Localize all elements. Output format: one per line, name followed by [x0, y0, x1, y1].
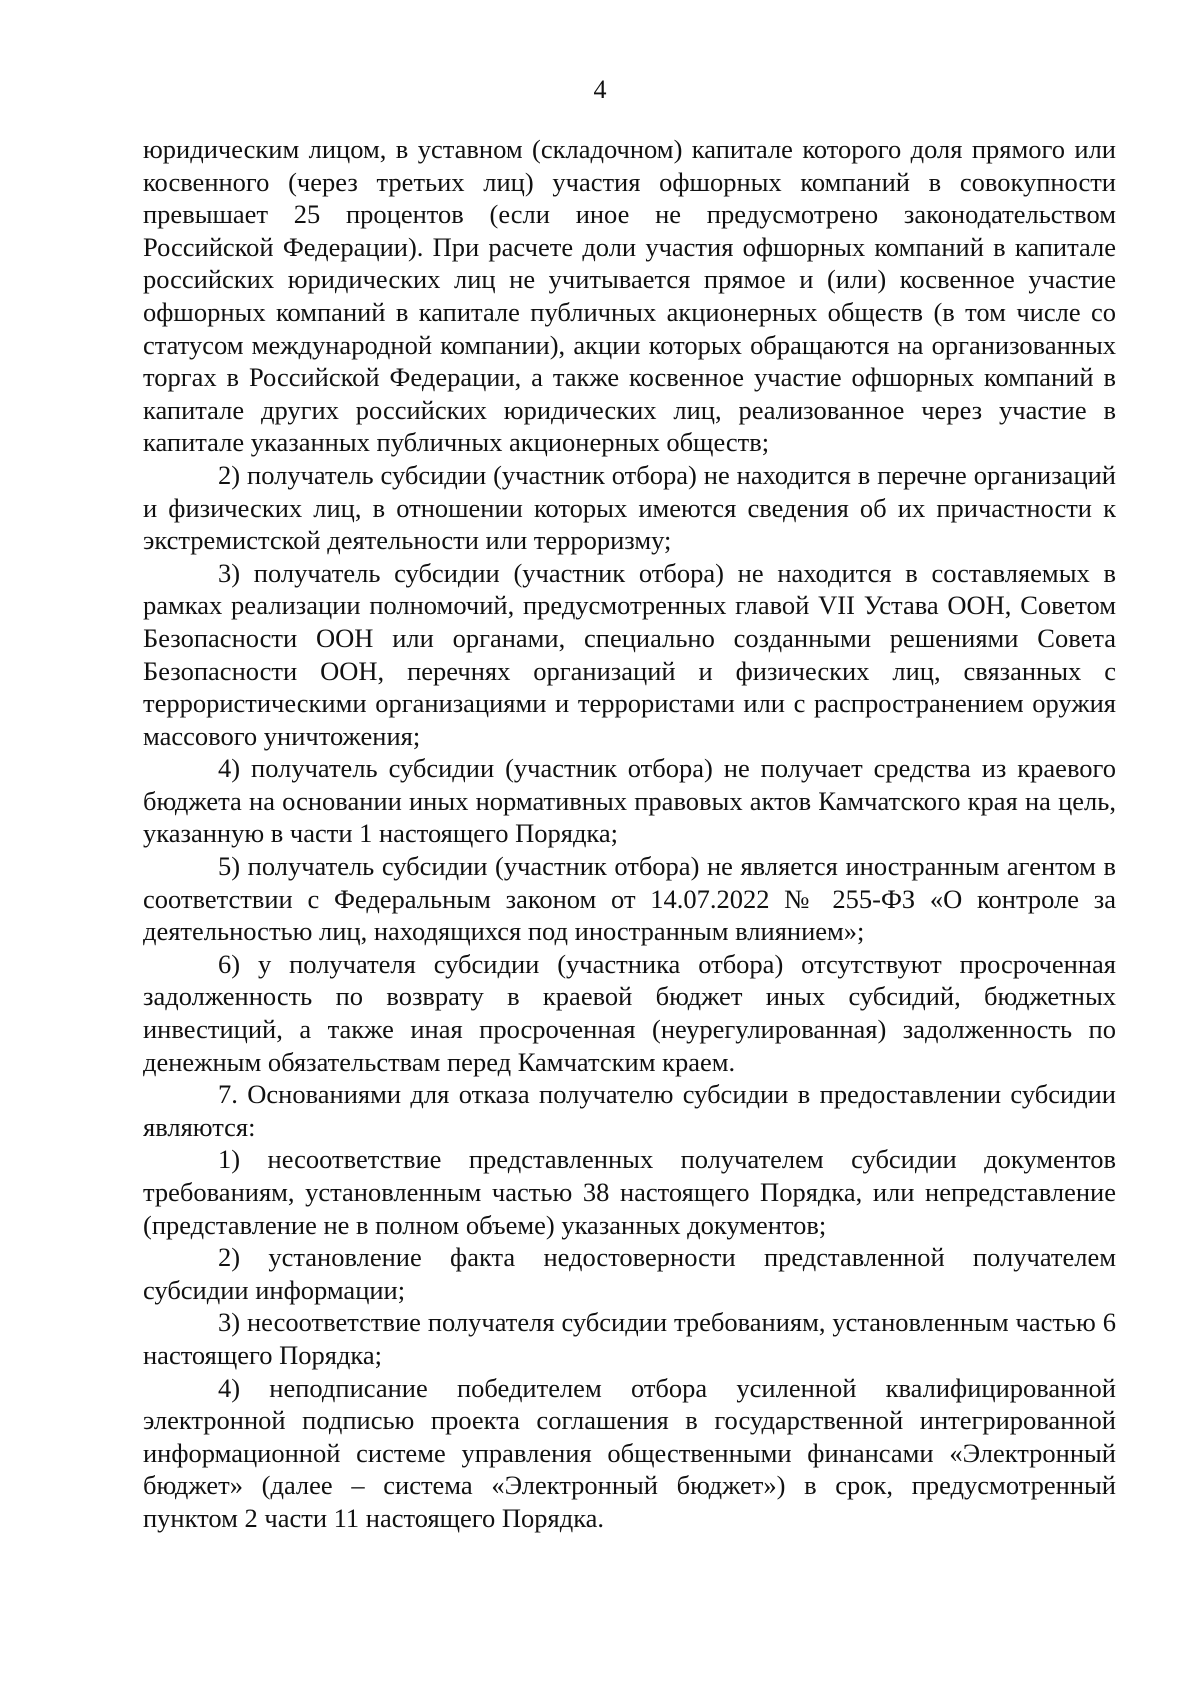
document-body	[143, 133, 1116, 1535]
paragraph-item-2: 2) получатель субсидии (участник отбора) не находится в перечне организаций и физических лиц, в отношении которых имеются сведения об их причастности к экстремистской деятельности или терроризму;	[143, 459, 1116, 556]
paragraph-item-4: 4) получатель субсидии (участник отбора) не получает средства из краевого бюджета на основании иных нормативных правовых актов Камчатского края на цель, указанную в части 1 настоящего Порядка;	[143, 753, 1116, 849]
paragraph-ground-2: 2) установление факта недостоверности представленной получателем субсидии информации;	[143, 1242, 1116, 1305]
paragraph-continuation: юридическим лицом, в уставном (складочном) капитале которого доля прямого или косвенного (через третьих лиц) участия офшорных компаний в совокупности превышает 25 процентов (если иное не предусмотрено законодательством Российской Федерации). При расчете доли участия офшорных компаний в капитале российских юридических лиц не учитывается прямое и (или) косвенное участие офшорных компаний в капитале публичных акционерных обществ (в том числе со статусом международной компании), акции которых обращаются на организованных торгах в Российской Федерации, а также косвенное участие офшорных компаний в капитале других российских юридических лиц, реализованное через участие в капитале указанных публичных акционерных обществ;	[143, 134, 1116, 458]
paragraph-item-3: 3) получатель субсидии (участник отбора) не находится в составляемых в рамках реализации полномочий, предусмотренных главой VII Устава ООН, Советом Безопасности ООН или органами, специально созданными решениями Совета Безопасности ООН, перечнях организаций и физических лиц, связанных с террористическими организациями и террористами или с распространением оружия массового уничтожения;	[143, 557, 1116, 751]
paragraph-item-6: 6) у получателя субсидии (участника отбора) отсутствуют просроченная задолженность по возврату в краевой бюджет иных субсидий, бюджетных инвестиций, а также иная просроченная (неурегулированная) задолженность по денежным обязательствам перед Камчатским краем.	[143, 948, 1116, 1077]
paragraph-ground-3: 3) несоответствие получателя субсидии требованиям, установленным частью 6 настоящего Порядка;	[143, 1307, 1116, 1370]
paragraph-item-5: 5) получатель субсидии (участник отбора) не является иностранным агентом в соответствии с Федеральным законом от 14.07.2022 № 255-ФЗ «О контроле за деятельностью лиц, находящихся под иностранным влиянием»;	[143, 851, 1116, 947]
paragraph-section-7: 7. Основаниями для отказа получателю субсидии в предоставлении субсидии являются:	[143, 1079, 1116, 1142]
paragraph-ground-4: 4) неподписание победителем отбора усиленной квалифицированной электронной подписью проекта соглашения в государственной интегрированной информационной системе управления общественными финансами «Электронный бюджет» (далее – система «Электронный бюджет») в срок, предусмотренный пунктом 2 части 11 настоящего Порядка.	[143, 1372, 1116, 1533]
paragraph-ground-1: 1) несоответствие представленных получателем субсидии документов требованиям, установленным частью 38 настоящего Порядка, или непредставление (представление не в полном объеме) указанных документов;	[143, 1144, 1116, 1240]
page-number: 4	[593, 75, 607, 104]
